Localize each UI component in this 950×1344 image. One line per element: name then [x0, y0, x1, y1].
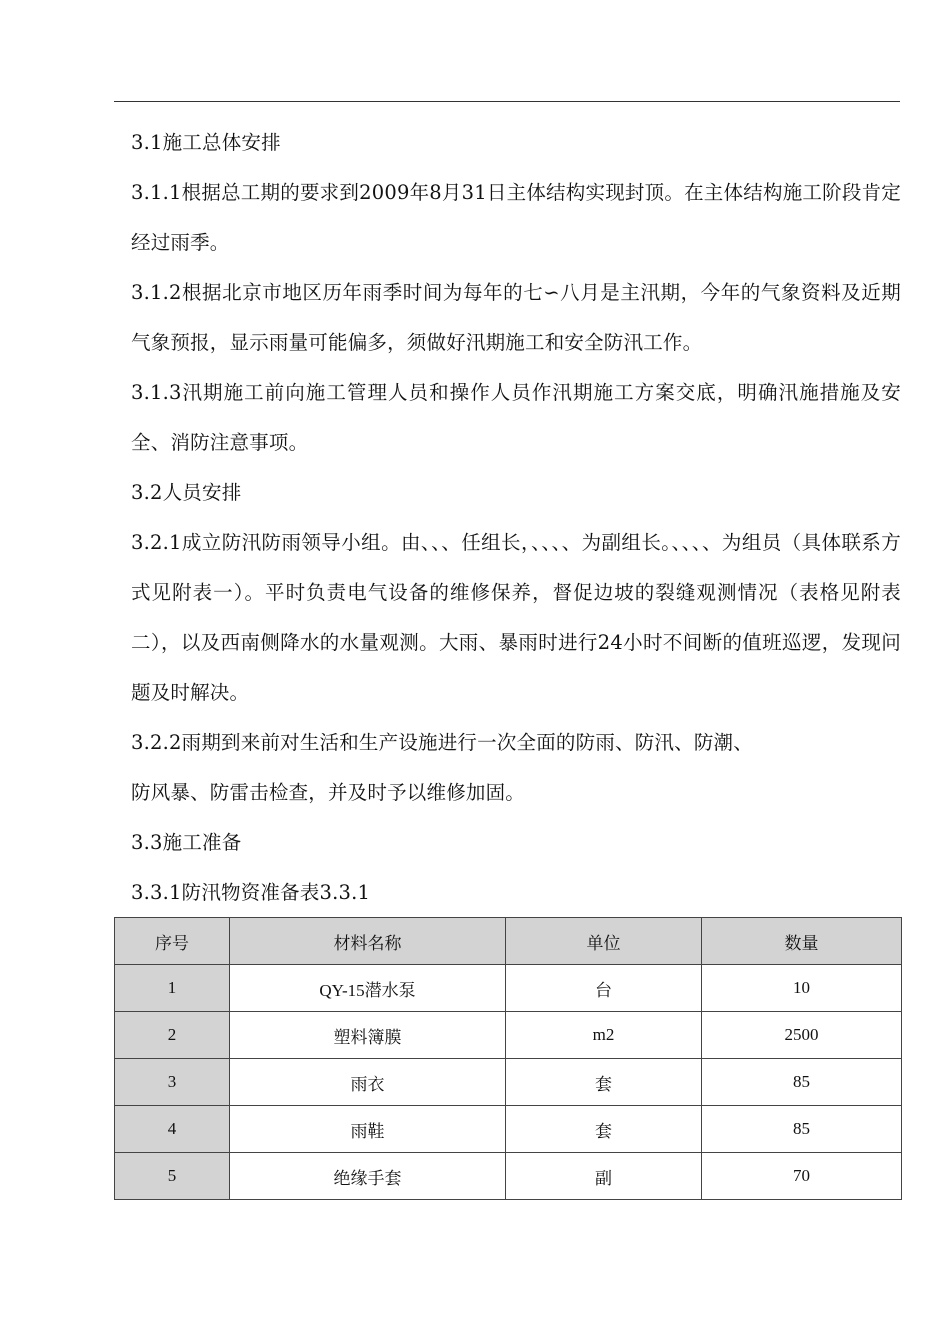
document-body: [131, 118, 901, 918]
table-header-row: [115, 918, 902, 965]
paragraph-3-1-2: 3.1.2根据北京市地区历年雨季时间为每年的七∽八月是主汛期，今年的气象资料及近期气象预报，显示雨量可能偏多，须做好汛期施工和安全防汛工作。: [131, 281, 901, 354]
cell-material: QY-15潜水泵: [230, 965, 506, 1012]
cell-quantity: 2500: [702, 1012, 902, 1059]
cell-material: 绝缘手套: [230, 1153, 506, 1200]
cell-index: 4: [115, 1106, 230, 1153]
cell-unit: m2: [506, 1012, 702, 1059]
cell-unit: 套: [506, 1059, 702, 1106]
flood-materials-table: [114, 917, 901, 1200]
cell-index: 5: [115, 1153, 230, 1200]
table-row: [115, 1059, 902, 1106]
heading-3-3: 3.3施工准备: [131, 831, 242, 854]
table-row: [115, 1153, 902, 1200]
header-material: 材料名称: [230, 918, 506, 965]
header-index: 序号: [115, 918, 230, 965]
header-unit: 单位: [506, 918, 702, 965]
cell-material: 雨鞋: [230, 1106, 506, 1153]
table-row: [115, 965, 902, 1012]
table-row: [115, 1012, 902, 1059]
header-quantity: 数量: [702, 918, 902, 965]
paragraph-3-1-3: 3.1.3汛期施工前向施工管理人员和操作人员作汛期施工方案交底，明确汛施措施及安全、消防注意事项。: [131, 381, 901, 454]
heading-3-2: 3.2人员安排: [131, 481, 242, 504]
table-caption: 3.3.1防汛物资准备表3.3.1: [131, 881, 371, 904]
cell-index: 1: [115, 965, 230, 1012]
table-row: [115, 1106, 902, 1153]
header-rule: [114, 101, 900, 102]
cell-quantity: 85: [702, 1106, 902, 1153]
cell-quantity: 10: [702, 965, 902, 1012]
paragraph-3-2-2-line1: 3.2.2雨期到来前对生活和生产设施进行一次全面的防雨、防汛、防潮、: [131, 731, 753, 754]
paragraph-3-1-1: 3.1.1根据总工期的要求到2009年8月31日主体结构实现封顶。在主体结构施工阶段肯定经过雨季。: [131, 181, 901, 254]
paragraph-3-2-1: 3.2.1成立防汛防雨领导小组。由、、、任组长，、、、、为副组长。、、、、为组员（具体联系方式见附表一）。平时负责电气设备的维修保养，督促边坡的裂缝观测情况（表格见附表二），以及西南侧降水的水量观测。大雨、暴雨时进行24小时不间断的值班巡逻，发现问题及时解决。: [131, 531, 901, 704]
cell-unit: 副: [506, 1153, 702, 1200]
cell-material: 雨衣: [230, 1059, 506, 1106]
cell-unit: 套: [506, 1106, 702, 1153]
cell-index: 2: [115, 1012, 230, 1059]
cell-material: 塑料簿膜: [230, 1012, 506, 1059]
paragraph-3-2-2-line2: 防风暴、防雷击检查，并及时予以维修加固。: [131, 781, 526, 804]
cell-quantity: 70: [702, 1153, 902, 1200]
heading-3-1: 3.1施工总体安排: [131, 131, 281, 154]
cell-index: 3: [115, 1059, 230, 1106]
cell-quantity: 85: [702, 1059, 902, 1106]
cell-unit: 台: [506, 965, 702, 1012]
